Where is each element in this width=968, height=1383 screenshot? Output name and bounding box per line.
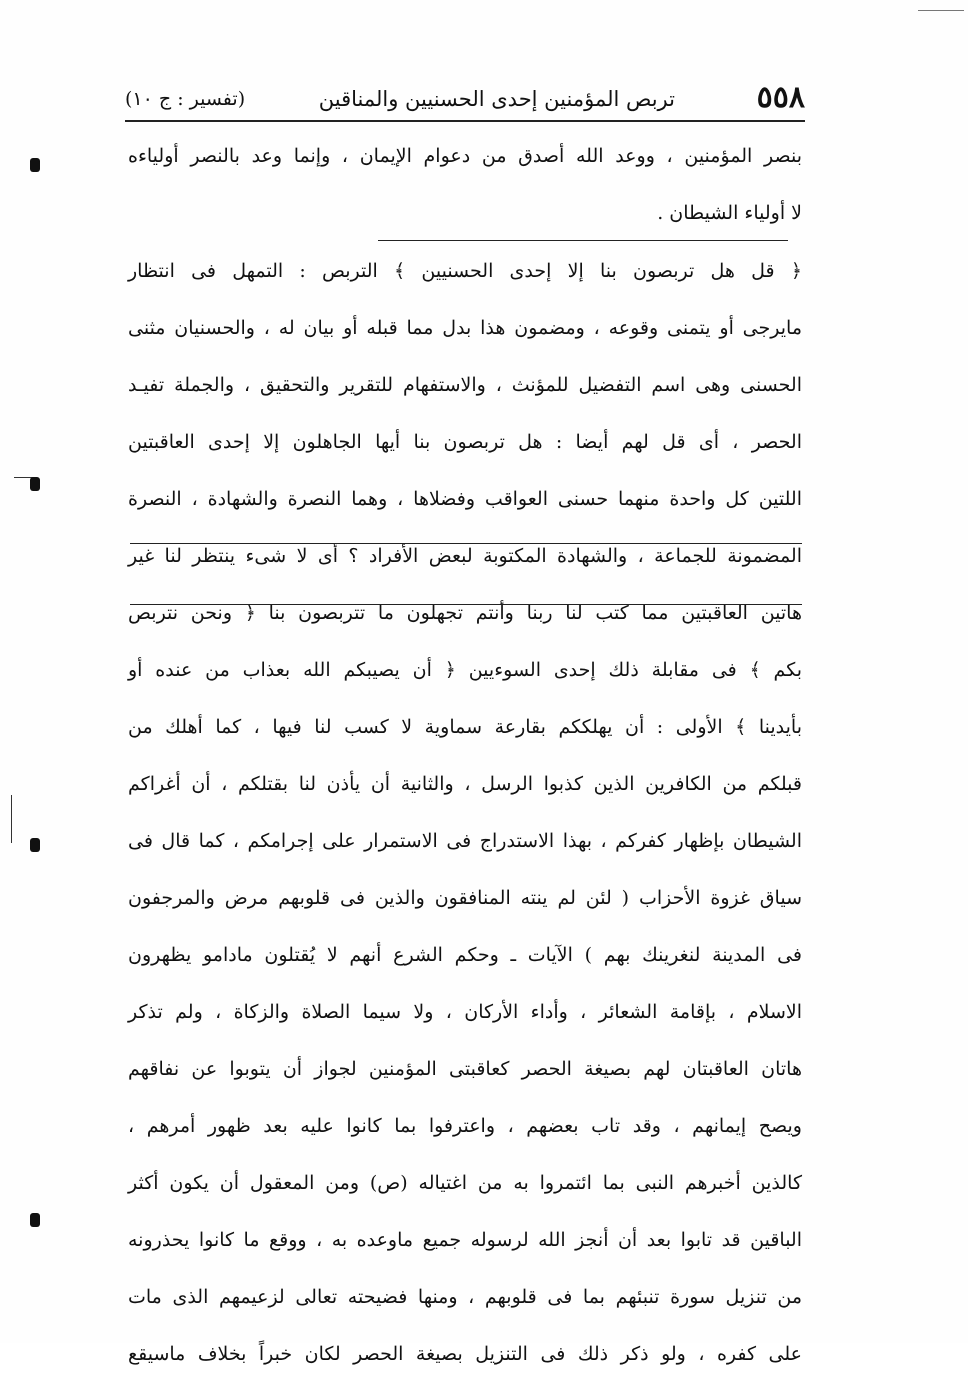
text-line: الحصر ، أى قل لهم أيضا : هل تربصون بنا أيها الجاهلون إلا إحدى العاقبتين [128,431,802,453]
text-line: بأيدينا ﴾ الأولى : أن يهلككم بقارعة سماوية لا كسب لنا فيها ، كما أهلك من [128,716,802,738]
text-line: على كفره ، ولو ذكر ذلك فى التنزيل بصيغة الحصر لكان خبراً بخلاف ماسيقع [128,1343,803,1365]
text-line: هاتان العاقبتان لهم بصيغة الحصر كعاقبتى المؤمنين لجواز أن يتوبوا عن نفاقهم [128,1058,802,1080]
text-line: فى المدينة لنغرينك بهم ) الآيات ـ وحكم الشرع أنهم لا يُقتلون مادامو يظهرون [128,944,802,966]
text-line: الشيطان بإظهار كفركم ، بهذا الاستدراج فى الاستمرار على إجرامكم ، كما قال فى [128,830,802,852]
text-line: الاسلام ، بإقامة الشعائر ، وأداء الأركان ، ولا سيما الصلاة والزكاة ، ولم تذكر [128,1001,802,1023]
binding-hole-mark [30,1213,40,1227]
text-line: لا أولياء الشيطان . [657,202,802,224]
binding-hole-mark [30,158,40,172]
paragraph-intro [128,128,802,242]
running-header [125,78,805,118]
corner-scan-mark [918,10,964,11]
text-line: قبلكم من الكافرين الذين كذبوا الرسل ، والثانية أن يأذن لنا بقتلكم ، أن أغراكم [128,773,802,795]
header-rule [125,120,805,122]
text-line: المضمونة للجماعة ، والشهادة المكتوبة لبعض الأفراد ؟ أى لا شىء ينتظر لنا غير [128,545,802,567]
text-line: سياق غزوة الأحزاب ( لئن لم ينته المنافقون والذين فى قلوبهم مرض والمرجفون [128,887,802,909]
text-line: من تنزيل سورة تنبئهم بما فى قلوبهم ، ومنها فضيحته تعالى لزعيمهم الذى مات [128,1286,802,1308]
paragraph-commentary [128,243,802,1383]
text-line: هاتين العاقبتين مما كتب لنا ربنا وأنتم تجهلون ما تتربصون بنا ﴿ ونحن نتربص [128,602,802,624]
text-line: كالذين أخبرهم النبى بما ائتمروا به من اغتياله (ص) ومن المعقول أن يكون أكثر [128,1172,802,1194]
verse-overline [378,240,788,241]
binding-hole-mark [30,477,40,491]
text-line: ويصح إيمانهم ، وقد تاب بعضهم ، واعترفوا بما كانوا عليه بعد ظهور أمرهم ، [128,1115,802,1137]
margin-edge-mark [11,795,12,843]
text-line: بكم ﴾ فى مقابلة ذلك إحدى السوءيين ﴿ أن يصيبكم الله بعذاب من عنده أو [128,659,802,681]
text-line: ﴿ قل هل تربصون بنا إلا إحدى الحسنيين ﴾ التربص : التمهل فى انتظار [128,260,802,282]
text-line: بنصر المؤمنين ، ووعد الله أصدق من دعوام الإيمان ، وإنما وعد بالنصر أولياءه [128,145,802,167]
page-number: ٥٥٨ [756,80,805,115]
text-line: الباقين قد تابوا بعد أن أنجز الله لرسوله جميع ماوعده به ، ووقع ما كانوا يحذرونه [128,1229,802,1251]
verse-underline [130,604,802,605]
verse-overline [130,543,802,544]
text-line: الحسنى وهى اسم التفضيل للمؤنث ، والاستفهام للتقرير والتحقيق ، والجملة تفيـد [128,374,802,396]
text-line: مايرجى أو يتمنى وقوعه ، ومضمون هذا بدل مما قبله أو بيان له ، والحسنيان مثنى [128,317,802,339]
binding-hole-mark [30,838,40,852]
header-title: تربص المؤمنين إحدى الحسنيين والمناقين [318,87,675,111]
header-volume-tag: (تفسير : ج ١٠) [125,88,246,110]
text-line: اللتين كل واحدة منهما حسنى العواقب وفضلاها ، وهما النصرة والشهادة ، النصرة [128,488,802,510]
